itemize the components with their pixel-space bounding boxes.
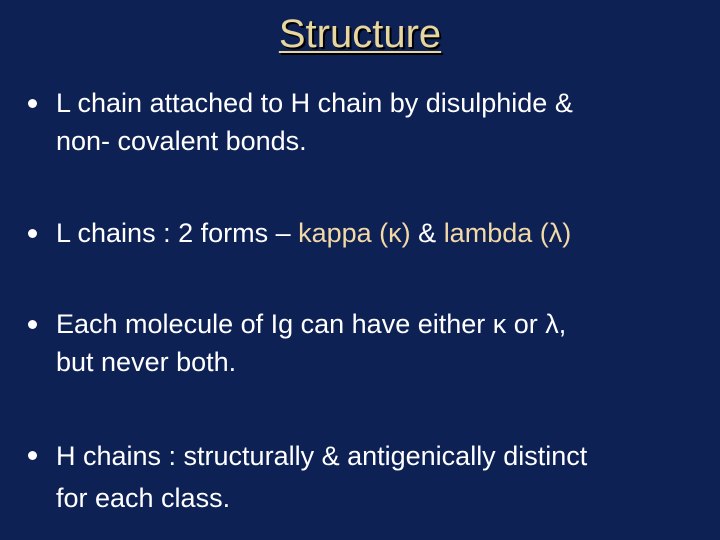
bullet-line: for each class.: [56, 483, 231, 513]
bullet-line: Each molecule of Ig can have either κ or λ,: [56, 309, 567, 339]
bullet-line: L chain attached to H chain by disulphide &: [56, 88, 573, 118]
bullet-text: [56, 84, 706, 160]
bullet-text-prefix: L chains : 2 forms –: [56, 218, 299, 248]
lambda-term: lambda (λ): [443, 218, 572, 248]
bullet-line: but never both.: [56, 347, 237, 377]
bullet-text-middle: &: [410, 218, 444, 248]
kappa-term: kappa (κ): [298, 218, 411, 248]
bullet-dot-icon: [28, 99, 37, 108]
bullet-text: [56, 214, 706, 252]
bullet-text: [56, 305, 706, 381]
bullet-line: H chains : structurally & antigenically distinct: [56, 441, 588, 471]
bullet-dot-icon: [28, 451, 37, 460]
bullet-line: non- covalent bonds.: [56, 126, 307, 156]
slide-title: Structure: [278, 12, 442, 56]
bullet-dot-icon: [28, 320, 37, 329]
bullet-dot-icon: [28, 229, 37, 238]
bullet-text: [56, 435, 706, 519]
